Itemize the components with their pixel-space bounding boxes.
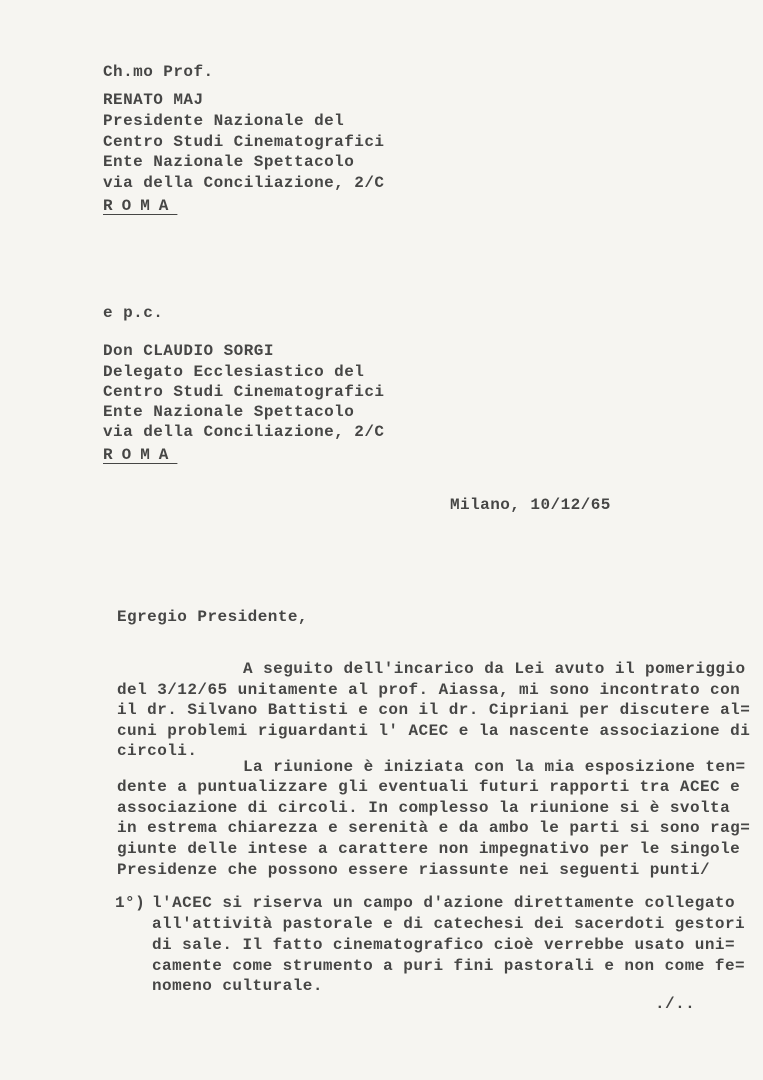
text-line: il dr. Silvano Battisti e con il dr. Cipriani per discutere al= (117, 701, 751, 719)
salutation: Ch.mo Prof. (103, 63, 214, 81)
point-number: 1°) (115, 894, 146, 912)
address-line: Don CLAUDIO SORGI (103, 342, 274, 360)
text-line: del 3/12/65 unitamente al prof. Aiassa, mi sono incontrato con (117, 681, 741, 699)
greeting: Egregio Presidente, (117, 608, 308, 626)
address-line: Ente Nazionale Spettacolo (103, 153, 355, 171)
text-line: associazione di circoli. In complesso la riunione si è svolta (117, 799, 731, 817)
address-city: ROMA (103, 197, 178, 215)
text-line: A seguito dell'incarico da Lei avuto il pomeriggio (243, 660, 746, 678)
date-line: Milano, 10/12/65 (450, 496, 611, 514)
address-line: Presidente Nazionale del (103, 112, 345, 130)
text-line: circoli. (117, 742, 198, 760)
text-line: all'attività pastorale e di catechesi dei sacerdoti gestori (152, 915, 746, 933)
continuation-mark: ./.. (655, 995, 696, 1013)
cc-label: e p.c. (103, 304, 164, 322)
text-line: dente a puntualizzare gli eventuali futuri rapporti tra ACEC e (117, 778, 741, 796)
text-line: La riunione è iniziata con la mia esposizione ten= (243, 758, 746, 776)
address-line: Centro Studi Cinematografici (103, 383, 385, 401)
text-line: giunte delle intese a carattere non impegnativo per le singole (117, 840, 741, 858)
address-line: via della Conciliazione, 2/C (103, 174, 385, 192)
text-line: nomeno culturale. (152, 977, 323, 995)
text-line: di sale. Il fatto cinematografico cioè verrebbe usato uni= (152, 936, 735, 954)
address-city: ROMA (103, 446, 178, 464)
text-line: in estrema chiarezza e serenità e da ambo le parti si sono rag= (117, 819, 751, 837)
address-line: Ente Nazionale Spettacolo (103, 403, 355, 421)
text-line: l'ACEC si riserva un campo d'azione direttamente collegato (152, 894, 735, 912)
address-line: Delegato Ecclesiastico del (103, 363, 365, 381)
text-line: Presidenze che possono essere riassunte nei seguenti punti/ (117, 861, 711, 879)
address-line: RENATO MAJ (103, 91, 204, 109)
address-line: Centro Studi Cinematografici (103, 133, 385, 151)
text-line: cuni problemi riguardanti l' ACEC e la nascente associazione di (117, 722, 751, 740)
address-line: via della Conciliazione, 2/C (103, 423, 385, 441)
text-line: camente come strumento a puri fini pastorali e non come fe= (152, 957, 746, 975)
